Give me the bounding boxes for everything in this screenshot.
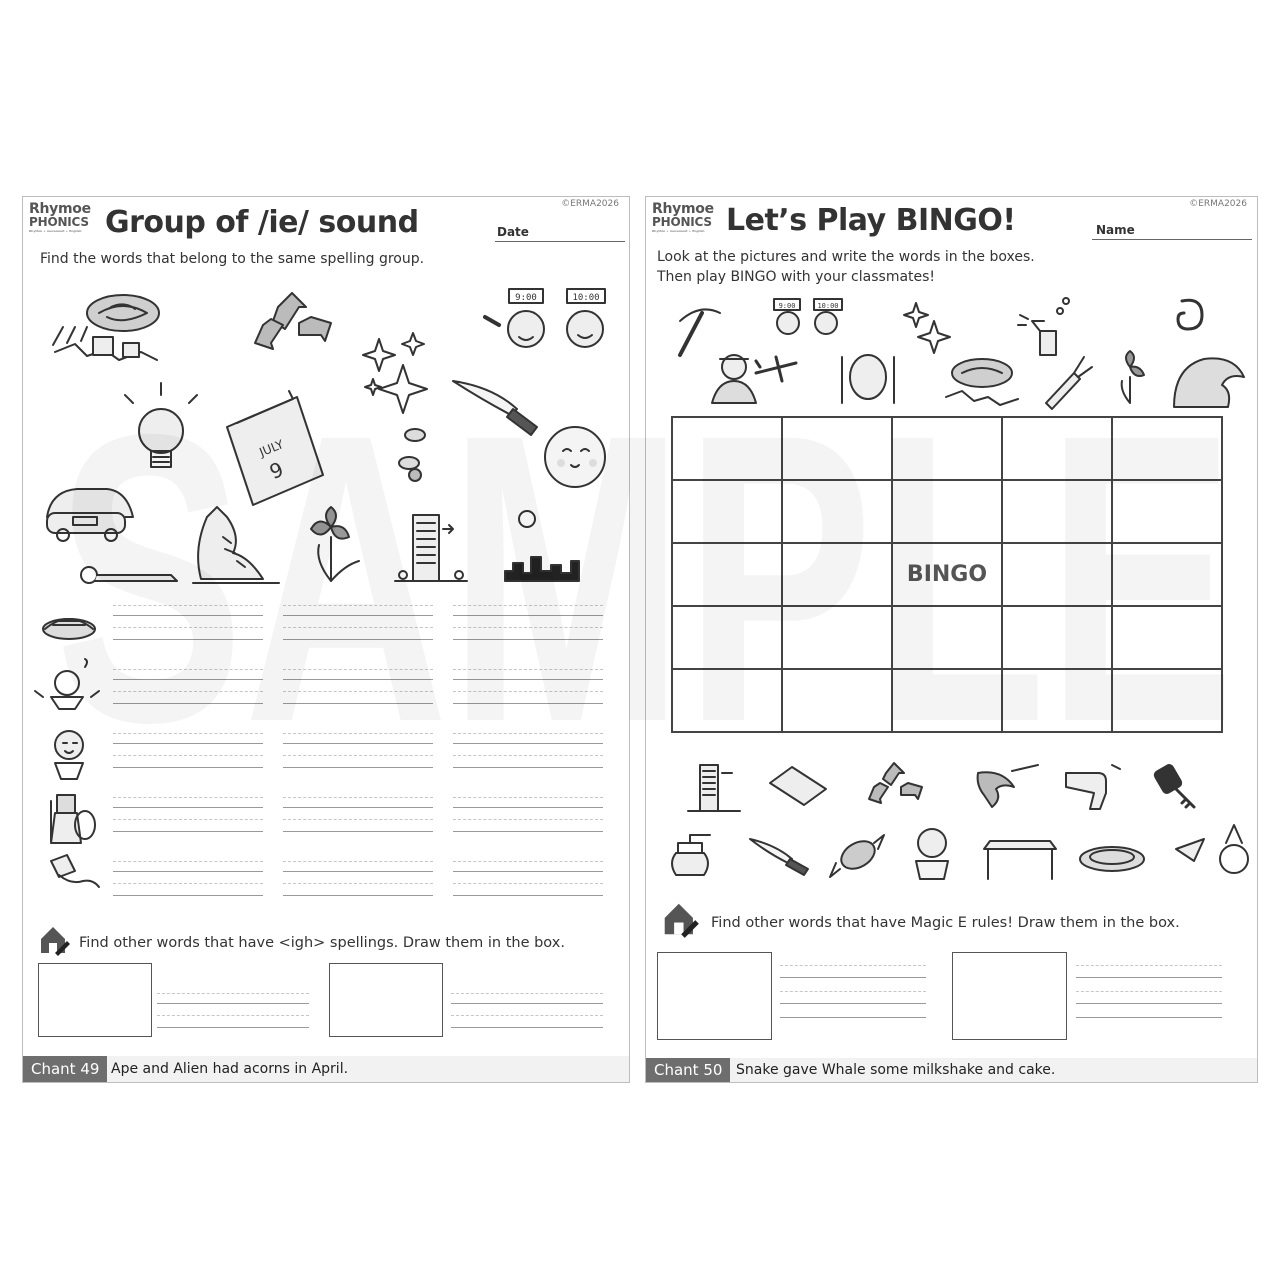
- writing-line[interactable]: [453, 679, 603, 680]
- homework-instruction: Find other words that have <igh> spellings. Draw them in the box.: [79, 935, 565, 951]
- writing-line[interactable]: [283, 807, 433, 808]
- writing-line[interactable]: [453, 819, 603, 820]
- writing-line[interactable]: [453, 691, 603, 692]
- pie-icon: [43, 619, 95, 639]
- writing-line[interactable]: [283, 743, 433, 744]
- knee-icon: [1066, 765, 1120, 809]
- writing-line[interactable]: [780, 1017, 926, 1018]
- writing-line[interactable]: [283, 819, 433, 820]
- draw-box-1[interactable]: [657, 952, 772, 1040]
- writing-line[interactable]: [113, 669, 263, 670]
- house-pencil-icon: [660, 899, 700, 939]
- rhymoe-phonics-logo: Rhymoe PHONICS Rhythm + movement + English: [652, 201, 714, 233]
- writing-line[interactable]: [283, 605, 433, 606]
- writing-line[interactable]: [453, 797, 603, 798]
- writing-line[interactable]: [113, 703, 263, 704]
- chant-text: Snake gave Whale some milkshake and cake.: [736, 1062, 1056, 1078]
- writing-line[interactable]: [453, 807, 603, 808]
- instruction-line-1: Look at the pictures and write the words in the boxes.: [657, 249, 1035, 265]
- building-icon: [688, 765, 740, 811]
- writing-line[interactable]: [780, 991, 926, 992]
- writing-line[interactable]: [1076, 991, 1222, 992]
- writing-line[interactable]: [1076, 977, 1222, 978]
- crying-boy-icon: [55, 731, 83, 779]
- writing-line[interactable]: [113, 733, 263, 734]
- candy-icon: [830, 835, 884, 877]
- writing-line[interactable]: [283, 871, 433, 872]
- chant-number: Chant 50: [646, 1058, 730, 1082]
- writing-line[interactable]: [113, 691, 263, 692]
- recycle-icon: [869, 763, 922, 803]
- writing-line[interactable]: [283, 691, 433, 692]
- writing-line[interactable]: [113, 797, 263, 798]
- writing-line[interactable]: [113, 883, 263, 884]
- writing-line[interactable]: [283, 755, 433, 756]
- writing-line[interactable]: [453, 743, 603, 744]
- draw-box-1[interactable]: [38, 963, 152, 1037]
- worksheet-left: [22, 196, 630, 1083]
- draw-box-2[interactable]: [952, 952, 1067, 1040]
- writing-line[interactable]: [453, 669, 603, 670]
- writing-line[interactable]: [113, 861, 263, 862]
- kite-icon: [51, 855, 99, 887]
- baby-icon: [916, 829, 948, 879]
- writing-line[interactable]: [283, 733, 433, 734]
- chant-text: Ape and Alien had acorns in April.: [111, 1061, 349, 1077]
- writing-line[interactable]: [780, 965, 926, 966]
- writing-line[interactable]: [283, 669, 433, 670]
- clock-label-10: 10:00: [572, 293, 600, 303]
- writing-line[interactable]: [453, 627, 603, 628]
- writing-line[interactable]: [453, 733, 603, 734]
- writing-line[interactable]: [283, 861, 433, 862]
- name-label: Name: [1096, 223, 1135, 237]
- calendar-month: JULY: [257, 437, 286, 460]
- house-pencil-icon: [37, 923, 71, 957]
- writing-line[interactable]: [453, 871, 603, 872]
- writing-line[interactable]: [283, 639, 433, 640]
- writing-line[interactable]: [283, 703, 433, 704]
- writing-line[interactable]: [453, 615, 603, 616]
- writing-line[interactable]: [283, 895, 433, 896]
- writing-line[interactable]: [453, 703, 603, 704]
- writing-line[interactable]: [113, 871, 263, 872]
- writing-line[interactable]: [453, 755, 603, 756]
- clock-label-10: 10:00: [817, 302, 839, 310]
- writing-line[interactable]: [283, 615, 433, 616]
- writing-line[interactable]: [453, 883, 603, 884]
- tray-icon: [770, 767, 826, 805]
- writing-line[interactable]: [113, 831, 263, 832]
- chant-number: Chant 49: [23, 1056, 107, 1082]
- writing-line[interactable]: [113, 743, 263, 744]
- writing-line[interactable]: [453, 639, 603, 640]
- writing-line[interactable]: [453, 605, 603, 606]
- worksheet-right: [645, 196, 1258, 1083]
- copyright: ©ERMA2026: [1189, 199, 1247, 209]
- page-title: Group of /ie/ sound: [105, 205, 419, 240]
- page-title: Let’s Play BINGO!: [726, 203, 1016, 238]
- confused-person-icon: [35, 659, 99, 709]
- writing-line[interactable]: [780, 1003, 926, 1004]
- rhymoe-phonics-logo: Rhymoe PHONICS Rhythm + movement + English: [29, 201, 91, 233]
- writing-line[interactable]: [113, 767, 263, 768]
- writing-line[interactable]: [451, 1027, 603, 1028]
- writing-line[interactable]: [113, 605, 263, 606]
- writing-line[interactable]: [113, 615, 263, 616]
- instruction-line-2: Then play BINGO with your classmates!: [657, 269, 936, 285]
- writing-line[interactable]: [283, 679, 433, 680]
- calendar-day: 9: [265, 456, 287, 485]
- writing-line[interactable]: [780, 977, 926, 978]
- chant-footer: [23, 1056, 629, 1082]
- knife-icon: [750, 839, 808, 875]
- writing-line[interactable]: [113, 807, 263, 808]
- writing-line[interactable]: [157, 993, 309, 994]
- writing-line[interactable]: [283, 627, 433, 628]
- writing-line[interactable]: [1076, 965, 1222, 966]
- date-label: Date: [497, 225, 529, 239]
- writing-line[interactable]: [113, 819, 263, 820]
- writing-line[interactable]: [283, 831, 433, 832]
- writing-line[interactable]: [113, 895, 263, 896]
- writing-line[interactable]: [157, 1003, 309, 1004]
- bingo-center-cell: BINGO: [892, 543, 1002, 606]
- clock-label-9: 9:00: [778, 302, 796, 310]
- writing-line[interactable]: [451, 993, 603, 994]
- homework-instruction: Find other words that have Magic E rules! Draw them in the box.: [711, 915, 1180, 931]
- writing-line[interactable]: [1076, 1003, 1222, 1004]
- plate-icon: [1080, 847, 1144, 871]
- writing-line[interactable]: [453, 895, 603, 896]
- clock-label-9: 9:00: [515, 293, 537, 303]
- knight-icon: [51, 795, 95, 843]
- copyright: ©ERMA2026: [561, 199, 619, 209]
- writing-line[interactable]: [1076, 1017, 1222, 1018]
- table-icon: [984, 841, 1056, 879]
- writing-line[interactable]: [451, 1015, 603, 1016]
- writing-line[interactable]: [453, 831, 603, 832]
- draw-box-2[interactable]: [329, 963, 443, 1037]
- writing-line[interactable]: [157, 1027, 309, 1028]
- writing-line[interactable]: [283, 883, 433, 884]
- eagle-icon: [978, 765, 1038, 807]
- writing-line[interactable]: [113, 679, 263, 680]
- picture-area-bottom: [646, 197, 1257, 1082]
- writing-line[interactable]: [451, 1003, 603, 1004]
- honey-icon: [672, 835, 710, 875]
- writing-line[interactable]: [453, 767, 603, 768]
- writing-line[interactable]: [113, 639, 263, 640]
- chant-footer: [646, 1058, 1257, 1082]
- writing-line[interactable]: [113, 755, 263, 756]
- party-icon: [1176, 825, 1248, 873]
- writing-line[interactable]: [157, 1015, 309, 1016]
- instruction: Find the words that belong to the same spelling group.: [40, 251, 425, 267]
- writing-line[interactable]: [283, 767, 433, 768]
- writing-line[interactable]: [453, 861, 603, 862]
- key-icon: [1153, 764, 1194, 807]
- writing-line[interactable]: [113, 627, 263, 628]
- writing-line[interactable]: [283, 797, 433, 798]
